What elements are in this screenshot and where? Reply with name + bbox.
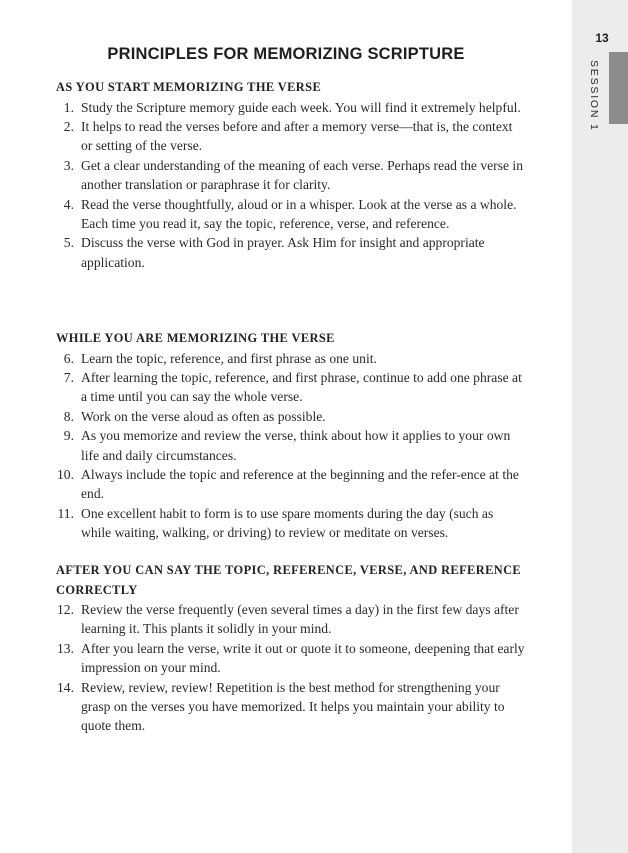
item-number: 11. [57, 505, 74, 521]
list-item [56, 678, 526, 736]
item-text: Study the Scripture memory guide each week. You will find it extremely helpful. [81, 99, 521, 115]
item-text: After you learn the verse, write it out or quote it to someone, deepening that early impression on your mind. [81, 640, 525, 676]
item-text: Get a clear understanding of the meaning of each verse. Perhaps read the verse in another translation or paraphrase it for clarity. [81, 157, 523, 193]
session-label-text: SESSION 1 [588, 60, 600, 132]
list-item [56, 233, 526, 272]
numbered-list [56, 349, 526, 543]
item-text: Always include the topic and reference at the beginning and the refer-ence at the end. [81, 466, 519, 502]
item-text: Learn the topic, reference, and first phrase as one unit. [81, 350, 377, 366]
list-item [56, 98, 526, 117]
section-while [56, 329, 526, 543]
item-number: 12. [57, 602, 74, 617]
list-item [56, 504, 526, 543]
item-text: It helps to read the verses before and after a memory verse—that is, the context or setting of the verse. [81, 118, 513, 154]
item-number: 7. [63, 369, 74, 385]
list-item [56, 117, 526, 156]
item-text: One excellent habit to form is to use spare moments during the day (such as while waiting, walking, or driving) to review or meditate on verses. [81, 505, 494, 541]
item-text: Work on the verse aloud as often as possible. [81, 408, 326, 424]
item-text: As you memorize and review the verse, think about how it applies to your own life and daily circumstances. [81, 428, 511, 463]
numbered-list [56, 98, 526, 273]
session-tab-marker [609, 52, 628, 124]
item-number: 4. [63, 196, 74, 212]
page-title: PRINCIPLES FOR MEMORIZING SCRIPTURE [107, 45, 465, 63]
item-number: 13. [57, 640, 74, 656]
list-item [56, 426, 526, 465]
list-item [56, 156, 526, 195]
item-number: 8. [63, 408, 74, 424]
page-number: 13 [595, 31, 609, 45]
item-text: Review, review, review! Repetition is the best method for strengthening your grasp on the verses you have memorized. It helps you maintain your ability to quote them. [81, 679, 505, 734]
list-item [56, 600, 526, 639]
item-text: After learning the topic, reference, and first phrase, continue to add one phrase at a time until you can say the whole verse. [81, 369, 522, 405]
item-text: Review the verse frequently (even several times a day) in the first few days after learning it. This plants it solidly in your mind. [81, 602, 519, 637]
section-after [56, 561, 526, 736]
list-item [56, 195, 526, 234]
list-item [56, 349, 526, 368]
item-number: 14. [57, 679, 74, 695]
section-heading: AS YOU START MEMORIZING THE VERSE [56, 80, 322, 94]
session-label [588, 60, 600, 132]
list-item [56, 407, 526, 426]
item-number: 10. [57, 466, 74, 482]
item-number: 9. [63, 428, 74, 444]
session-side-strip [572, 0, 628, 853]
section-heading: WHILE YOU ARE MEMORIZING THE VERSE [56, 331, 335, 345]
section-start [56, 78, 526, 272]
section-heading: AFTER YOU CAN SAY THE TOPIC, REFERENCE, VERSE, AND REFERENCE CORRECTLY [56, 563, 522, 597]
list-item [56, 465, 526, 504]
item-text: Discuss the verse with God in prayer. Ask Him for insight and appropriate application. [81, 235, 485, 270]
list-item [56, 639, 526, 678]
item-number: 1. [63, 99, 74, 115]
item-number: 2. [63, 118, 74, 134]
item-number: 5. [63, 235, 74, 251]
list-item [56, 368, 526, 407]
item-number: 6. [63, 350, 74, 366]
item-number: 3. [63, 157, 74, 173]
item-text: Read the verse thoughtfully, aloud or in a whisper. Look at the verse as a whole. Each time you read it, say the topic, reference, verse, and reference. [81, 196, 517, 231]
numbered-list [56, 600, 526, 736]
